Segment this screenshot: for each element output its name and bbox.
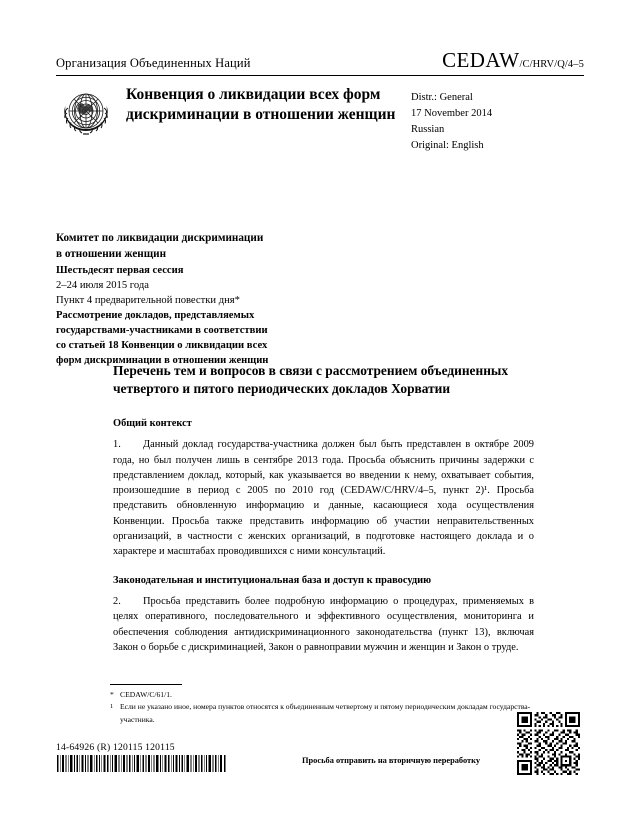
main-content: [113, 362, 534, 669]
committee-block: [56, 231, 386, 368]
footnote-asterisk-text: CEDAW/C/61/1.: [120, 690, 172, 699]
barcode: [56, 755, 228, 772]
masthead-body: [56, 84, 584, 151]
organization-name: Организация Объединенных Наций: [56, 56, 251, 70]
paragraph-2-text: Просьба представить более подробную информацию о процедурах, применяемых в целях оперативного, последовательного и эффективного осуществления, мониторинга и обеспечения соблюдения антидискриминационного законодательства (пункт 13), включая Закон о борьбе с дискриминацией, Закон о равноправии мужчин и женщин и Закон о труде.: [113, 596, 534, 654]
agenda-topic-line1: Рассмотрение докладов, представляемых: [56, 309, 255, 321]
session-label: Шестьдесят первая сессия: [56, 264, 184, 276]
recycle-note: Просьба отправить на вторичную переработку: [302, 756, 481, 765]
convention-title: Конвенция о ликвидации всех форм дискриминации в отношении женщин: [126, 86, 396, 123]
agenda-topic-line4: форм дискриминации в отношении женщин: [56, 355, 269, 366]
footnote-1: [110, 702, 534, 726]
document-date: 17 November 2014: [411, 107, 493, 119]
footnote-asterisk: [110, 690, 534, 701]
footnote-1-marker: [110, 702, 120, 715]
document-language: Russian: [411, 123, 445, 135]
agenda-topic-line2: государствами-участниками в соответствии: [56, 324, 268, 336]
footnote-asterisk-marker: *: [110, 690, 114, 699]
original-language: Original: English: [411, 139, 484, 151]
masthead: [56, 48, 584, 151]
footnotes-block: [110, 684, 534, 727]
page-title: Перечень тем и вопросов в связи с рассмотрением объединенных четвертого и пятого периодических докладов Хорватии: [113, 363, 509, 397]
masthead-top-row: [56, 50, 584, 71]
masthead-rule: [56, 75, 584, 76]
paragraph-1-text: Данный доклад государства-участника должен был быть представлен в октябре 2009 года, но был получен лишь в сентябре 2013 года. Просьба объяснить причины задержки с представлением доклад, который, как указывается во введении к нему, охватывает события, произошедшие в период с 2005 по 2010 год (CEDAW/C/HRV/4–5, пункт 2)¹. Просьба представить обновленную информацию и данные, касающиеся хода осуществления Конвенции. Просьба также представить информацию об участии неправительственных организаций, в частности с женских организаций, в подготовке настоящего доклада и о характере и масштабах проводившихся с ними консультаций.: [113, 439, 534, 558]
agenda-topic-line3: со статьей 18 Конвенции о ликвидации всех: [56, 339, 268, 351]
committee-name-line1: Комитет по ликвидации дискриминации: [56, 232, 264, 244]
document-symbol-main: CEDAW: [442, 48, 520, 72]
paragraph-1-number: 1.: [113, 439, 121, 451]
footnote-1-text: Если не указано иное, номера пунктов относятся к объединенным четвертому и пятому периодическим докладам государства-участника.: [120, 701, 531, 725]
distribution-block: [411, 90, 492, 154]
document-symbol-suffix: /C/HRV/Q/4–5: [519, 59, 584, 70]
committee-name-line2: в отношении женщин: [56, 247, 167, 260]
footnote-1-marker-sup: 1: [110, 702, 114, 710]
agenda-item: Пункт 4 предварительной повестки дня*: [56, 294, 240, 306]
session-dates: 2–24 июля 2015 года: [56, 279, 149, 291]
paragraph-1: [113, 437, 534, 559]
distribution-type: Distr.: General: [411, 92, 473, 103]
paragraph-2-number: 2.: [113, 596, 121, 608]
footnote-separator: [110, 684, 182, 685]
un-emblem: [56, 86, 116, 142]
section-heading-legal-framework: Законодательная и институциональная база и доступ к правосудию: [113, 574, 432, 586]
paragraph-2: [113, 594, 534, 655]
section-heading-general-context: Общий контекст: [113, 417, 192, 429]
document-symbol: [442, 50, 584, 71]
qr-code: [517, 712, 580, 775]
job-number: 14-64926 (R) 120115 120115: [56, 742, 175, 753]
page-footer: [56, 742, 584, 782]
